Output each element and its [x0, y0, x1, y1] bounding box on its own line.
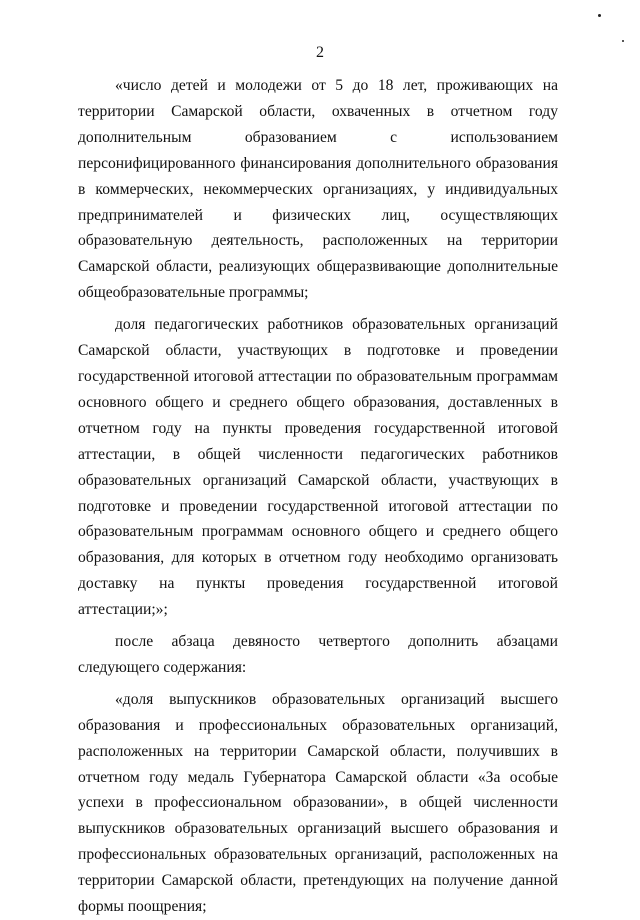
- document-body: [78, 73, 558, 920]
- paragraph-amendment-instruction: после абзаца девяносто четвертого дополнить абзацами следующего содержания:: [78, 633, 558, 676]
- page-number: 2: [316, 44, 324, 61]
- scan-speck: [598, 14, 601, 17]
- paragraph-children-coverage: «число детей и молодежи от 5 до 18 лет, проживающих на территории Самарской области, охваченных в отчетном году дополнительным образованием с использованием персонифицированного финансирования дополнительного образования в коммерческих, некоммерческих организациях, у индивидуальных предпринимателей и физических лиц, осуществляющих образовательную деятельность, расположенных на территории Самарской области, реализующих общеразвивающие дополнительные общеобразовательные программы;: [78, 77, 558, 302]
- paragraph-graduates-share: «доля выпускников образовательных организаций высшего образования и профессиональных образовательных организаций, расположенных на территории Самарской области, получивших в отчетном году медаль Губернатора Самарской области «За особые успехи в профессиональном образовании», в общей численности выпускников образовательных организаций высшего образования и профессиональных образовательных организаций, расположенных на территории Самарской области, претендующих на получение данной формы поощрения;: [78, 690, 558, 916]
- scan-speck: [622, 40, 624, 42]
- paragraph-teachers-share: доля педагогических работников образовательных организаций Самарской области, участвующих в подготовке и проведении государственной итоговой аттестации по образовательным программам основного общего и среднего общего образования, доставленных в отчетном году на пункты проведения государственной итоговой аттестации, в общей численности педагогических работников образовательных организаций Самарской области, участвующих в подготовке и проведении государственной итоговой аттестации по образовательным программам основного общего и среднего общего образования, для которых в отчетном году необходимо организовать доставку на пункты проведения государственной итоговой аттестации;»;: [78, 316, 558, 619]
